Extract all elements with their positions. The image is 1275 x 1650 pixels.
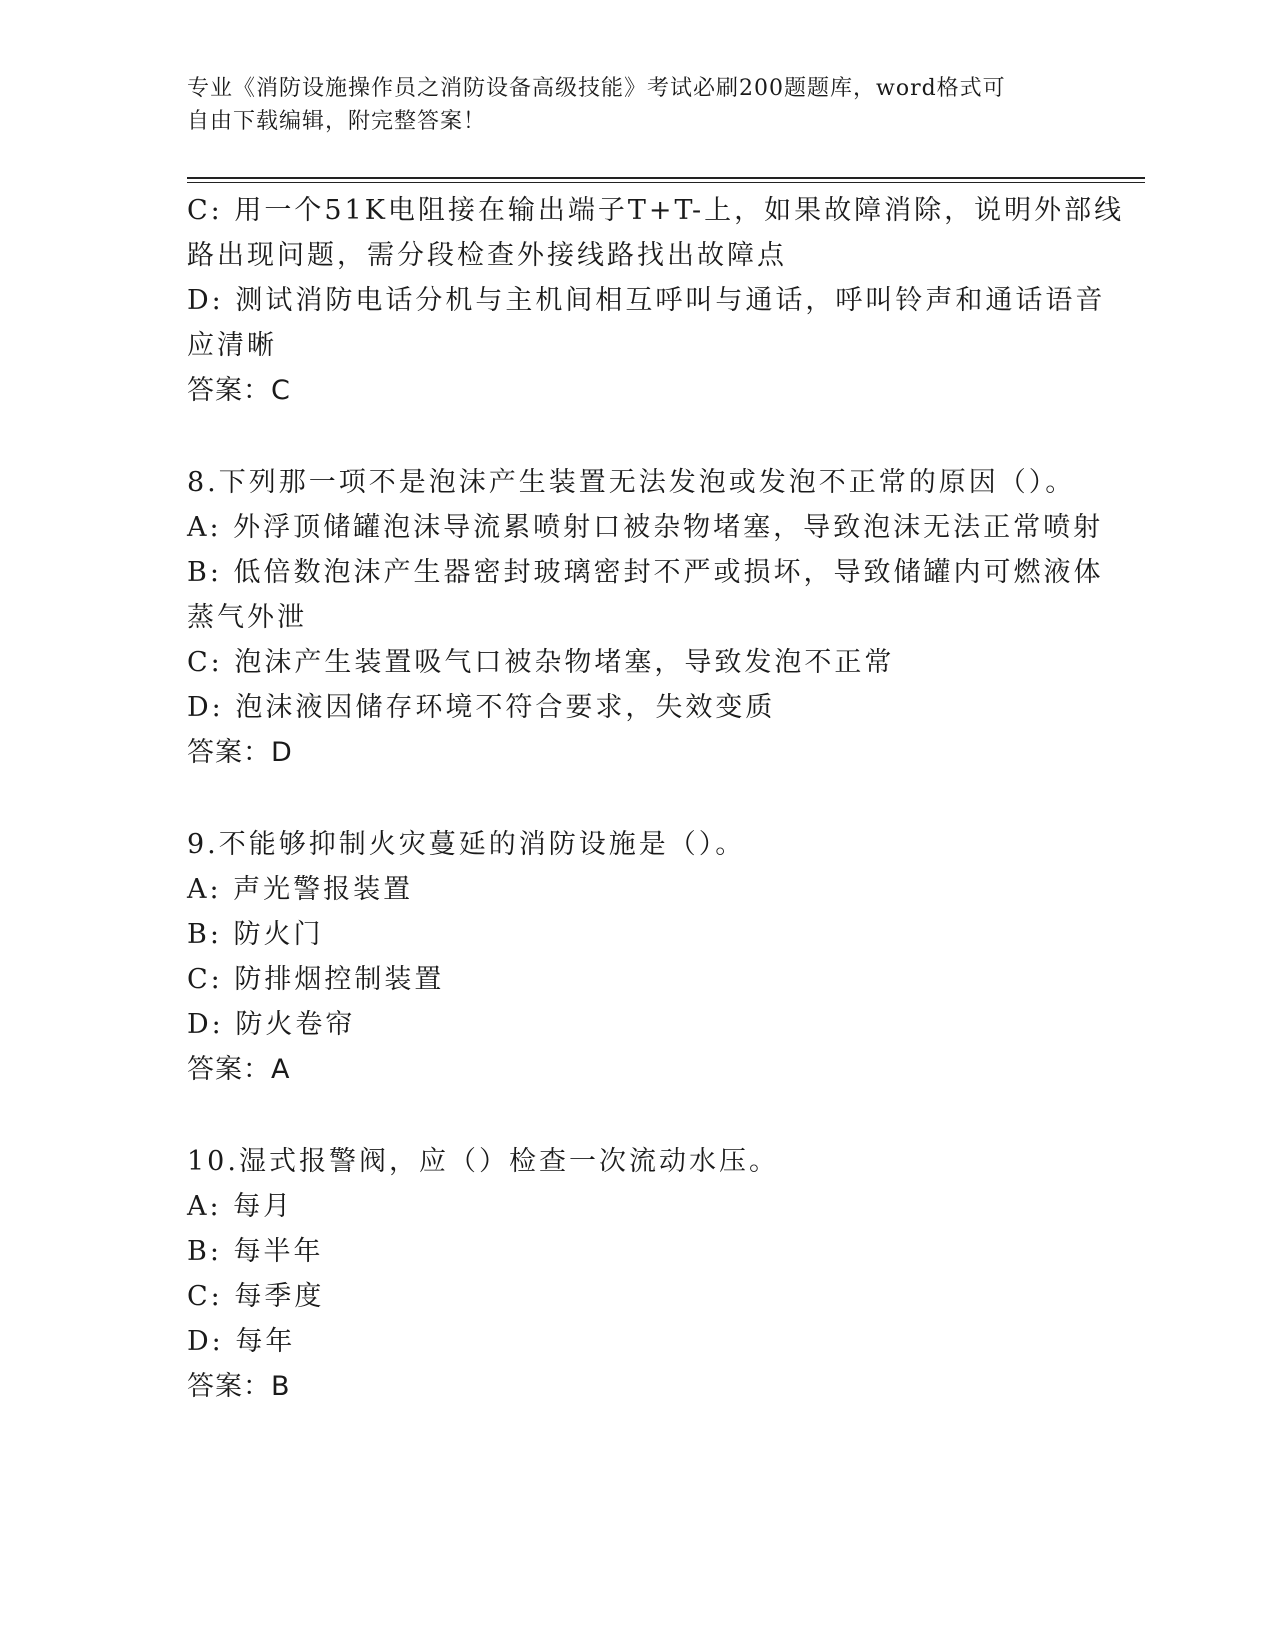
question-block-8 — [187, 460, 1104, 775]
option-d: D: 泡沫液因储存环境不符合要求，失效变质 — [187, 692, 776, 723]
spacer — [187, 413, 1087, 460]
option-a: A: 声光警报装置 — [187, 874, 414, 905]
document-header — [187, 72, 1067, 138]
question-block-9 — [187, 822, 1087, 1092]
header-rule-thin — [187, 182, 1145, 183]
option-b-line-2: 蒸气外泄 — [187, 602, 307, 633]
answer-line: 答案：C — [187, 375, 291, 406]
option-b-line-1: B: 低倍数泡沫产生器密封玻璃密封不严或损坏，导致储罐内可燃液体 — [187, 557, 1104, 588]
question-text: 10.湿式报警阀，应（）检查一次流动水压。 — [187, 1146, 779, 1177]
option-d-line-2: 应清晰 — [187, 330, 277, 361]
header-rule-thick — [187, 177, 1145, 179]
option-c: C: 防排烟控制装置 — [187, 964, 445, 995]
option-a: A: 每月 — [187, 1191, 294, 1222]
header-line-1: 专业《消防设施操作员之消防设备高级技能》考试必刷200题题库，word格式可 — [187, 76, 1006, 101]
question-block-10 — [187, 1139, 1087, 1409]
option-c-line-2: 路出现问题，需分段检查外接线路找出故障点 — [187, 240, 787, 271]
option-c: C: 每季度 — [187, 1281, 325, 1312]
option-c: C: 泡沫产生装置吸气口被杂物堵塞，导致发泡不正常 — [187, 647, 895, 678]
option-b: B: 每半年 — [187, 1236, 324, 1267]
answer-line: 答案：D — [187, 737, 293, 768]
header-line-2: 自由下载编辑，附完整答案！ — [187, 109, 487, 134]
question-block-7 — [187, 188, 1125, 413]
spacer — [187, 1092, 1087, 1139]
document-body — [187, 188, 1125, 1409]
option-c-line-1: C: 用一个51K电阻接在输出端子T+T-上，如果故障消除，说明外部线 — [187, 195, 1125, 226]
answer-line: 答案：B — [187, 1371, 291, 1402]
option-d-line-1: D: 测试消防电话分机与主机间相互呼叫与通话，呼叫铃声和通话语音 — [187, 285, 1106, 316]
spacer — [187, 775, 1087, 822]
question-text: 9.不能够抑制火灾蔓延的消防设施是（）。 — [187, 829, 746, 860]
option-a: A: 外浮顶储罐泡沫导流累喷射口被杂物堵塞，导致泡沫无法正常喷射 — [187, 512, 1104, 543]
option-d: D: 防火卷帘 — [187, 1009, 356, 1040]
answer-line: 答案：A — [187, 1054, 291, 1085]
question-text: 8.下列那一项不是泡沫产生装置无法发泡或发泡不正常的原因（）。 — [187, 467, 1076, 498]
option-d: D: 每年 — [187, 1326, 296, 1357]
option-b: B: 防火门 — [187, 919, 324, 950]
